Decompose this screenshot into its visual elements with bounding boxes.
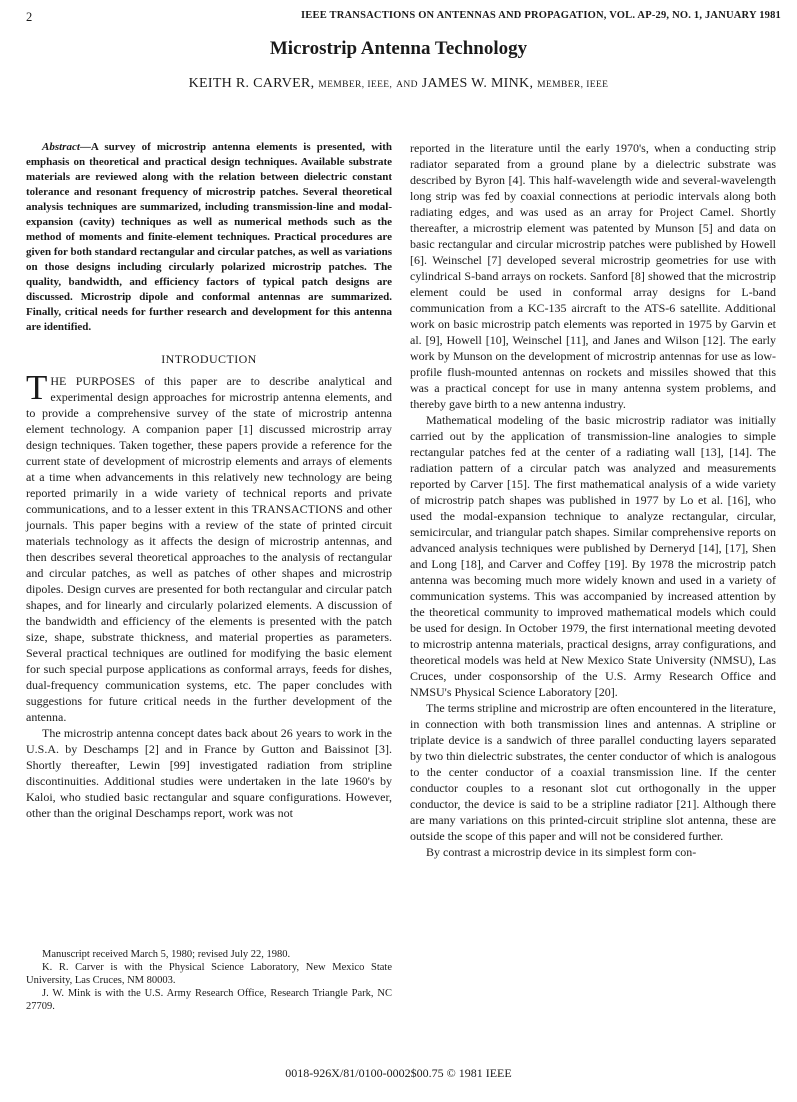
author-2-name: JAMES W. MINK,	[421, 76, 534, 91]
intro-paragraph-1-text: HE PURPOSES of this paper are to describe analytical and experimental design approaches for microstrip antenna elements, and to provide a comprehensive survey of the state of microstrip antenna element technology. A companion paper [1] discussed microstrip array design techniques. Taken together, these papers provide a reference for the current state of development of microstrip elements and arrays of elements at a time when advancements in this relatively new technology are being reported primarily in a wide variety of technical reports and private communications, and to a lesser extent in this TRANSACTIONS and other journals. This paper begins with a review of the state of printed circuit materials technology as it affects the design of microstrip antennas, and then describes several theoretical approaches to the analysis of rectangular and circular patches, as well as patches of other shapes and microstrip dipoles. Design curves are presented for both rectangular and circular patch shapes, and for linearly and circularly polarized elements. A discussion of the bandwidth and efficiency of the elements is presented with the patch size, shape, substrate thickness, and material properties as parameters. Several practical techniques are outlined for modifying the basic element for such special purpose applications as conformal arrays, feeds for dishes, dual-frequency communication systems, etc. The paper concludes with suggestions for future critical needs in the further development of the antenna.	[26, 374, 392, 724]
intro-paragraph-2: The microstrip antenna concept dates back about 26 years to work in the U.S.A. by Deschamps [2] and in France by Gutton and Baissinot [3]. Shortly thereafter, Lewin [99] investigated radiation from stripline discontinuities. Additional studies were undertaken in the late 1960's by Kaloi, who studied basic rectangular and square configurations. However, other than the original Deschamps report, work was not	[26, 726, 392, 820]
abstract	[26, 140, 392, 335]
abstract-label: Abstract	[42, 141, 80, 153]
right-column	[410, 140, 776, 860]
copyright-footer: 0018-926X/81/0100-0002$00.75 © 1981 IEEE	[285, 1066, 512, 1080]
footnote-manuscript: Manuscript received March 5, 1980; revised July 22, 1980.	[42, 949, 291, 960]
author-1-name: KEITH R. CARVER,	[188, 76, 315, 91]
abstract-text: —A survey of microstrip antenna elements is presented, with emphasis on theoretical and practical design techniques. Available substrate materials are reviewed along with the relation between dielectric constant tolerance and resonant frequency of microstrip patches. Several theoretical analysis techniques are summarized, including transmission-line and modal-expansion (cavity) techniques as well as numerical methods such as the method of moments and finite-element techniques. Practical procedures are given for both standard rectangular and circular patches, as well as variations on those designs including circularly polarized microstrip patches. The quality, bandwidth, and efficiency factors of typical patch designs are discussed. Microstrip dipole and conformal antennas are summarized. Finally, critical needs for further research and development for this antenna are identified.	[26, 141, 392, 333]
right-paragraph-3: The terms stripline and microstrip are often encountered in the literature, in connection with both transmission lines and antennas. A stripline or triplate device is a sandwich of three parallel conducting layers separated by two thin dielectric substrates, the center conductor of which is analogous to the center conductor of a coaxial transmission line. If the center conductor couples to a resonant slot cut orthogonally in the upper conductor, the device is said to be a stripline radiator [21]. Although there are many variations on this printed-circuit stripline slot antenna, these are outside the scope of this paper and will not be considered further.	[410, 701, 776, 843]
right-paragraph-2: Mathematical modeling of the basic microstrip radiator was initially carried out by the application of transmission-line analogies to simple rectangular patches fed at the center of a radiating wall [13], [14]. The radiation pattern of a circular patch was analyzed and measurements reported by Carver [15]. The first mathematical analysis of a wide variety of microstrip patch shapes was published in 1977 by Lo et al. [16], who used the modal-expansion technique to analyze rectangular, circular, semicircular, and triangular patch shapes. Similar comprehensive reports on advanced analysis techniques were published by Derneryd [14], [17], Shen and Long [18], and Carver and Coffey [19]. By 1978 the microstrip patch antenna was becoming much more widely known and used in a variety of communication systems. This was accompanied by increased attention by the theoretical community to improved mathematical models which could be used for design. In October 1979, the first international meeting devoted to microstrip antenna materials, practical designs, array configurations, and theoretical models was held at New Mexico State University (NMSU), Las Cruces, under cosponsorship of the U.S. Army Research Office and NMSU's Physical Science Laboratory [20].	[410, 413, 776, 699]
section-heading-introduction: INTRODUCTION	[161, 352, 257, 366]
left-column	[26, 140, 392, 821]
right-paragraph-1: reported in the literature until the early 1970's, when a conducting strip radiator separated from a ground plane by a dielectric substrate was described by Byron [4]. This half-wavelength wide and several-wavelength long strip was fed by coaxial connections at periodic intervals along both radiating edges, and was used as an array for Project Camel. Shortly thereafter, a microstrip element was patented by Munson [5] and data on basic rectangular and circular microstrip patches were published by Howell [6]. Weinschel [7] developed several microstrip geometries for use with cylindrical S-band arrays on rockets. Sanford [8] showed that the microstrip element could be used in conformal array designs for L-band communication from a KC-135 aircraft to the ATS-6 satellite. Additional work on basic microstrip patch elements was reported in 1975 by Garvin et al. [9], Howell [10], Weinschel [11], and Janes and Wilson [12]. The early work by Munson on the development of microstrip antennas for use as low-profile flush-mounted antennas on rockets and missiles showed that this was a practical concept for use in many antenna system problems, and thereby gave birth to a new antenna industry.	[410, 141, 776, 411]
footnotes	[26, 948, 392, 1013]
footnote-author-2: J. W. Mink is with the U.S. Army Research Office, Research Triangle Park, NC 27709.	[26, 988, 392, 1012]
author-conjunction: AND	[396, 80, 418, 90]
author-line	[0, 76, 797, 92]
author-1-role: MEMBER, IEEE,	[318, 80, 393, 90]
paper-title: Microstrip Antenna Technology	[269, 38, 528, 59]
running-title: IEEE TRANSACTIONS ON ANTENNAS AND PROPAGATION, VOL. AP-29, NO. 1, JANUARY 1981	[301, 10, 781, 21]
page-number: 2	[26, 10, 33, 24]
page-header	[26, 10, 781, 26]
intro-paragraph-1	[26, 368, 392, 725]
author-2-role: MEMBER, IEEE	[537, 80, 609, 90]
right-paragraph-4: By contrast a microstrip device in its simplest form con-	[426, 845, 697, 859]
drop-cap: T	[26, 368, 48, 407]
footnote-author-1: K. R. Carver is with the Physical Science Laboratory, New Mexico State University, Las Cruces, NM 80003.	[26, 962, 392, 986]
